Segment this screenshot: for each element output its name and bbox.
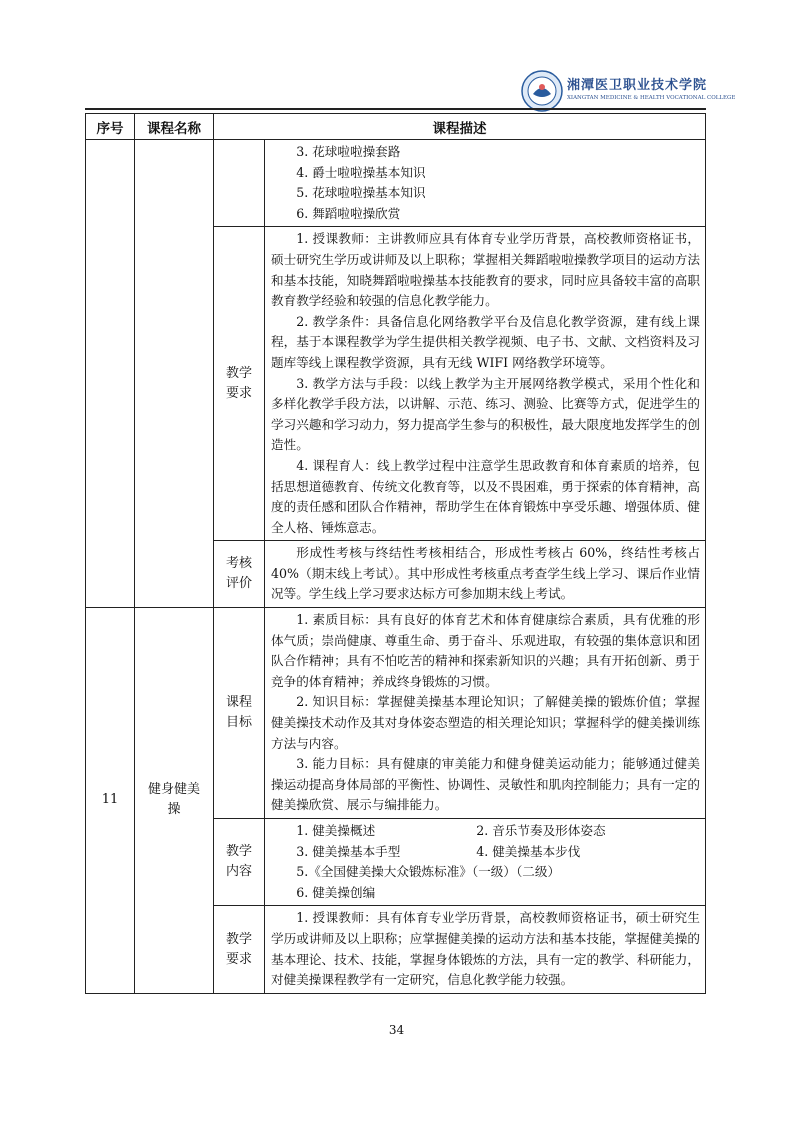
college-logo (521, 70, 563, 112)
school-name-block (567, 74, 735, 101)
list-item: 4. 爵士啦啦操基本知识 (296, 164, 426, 180)
list-item: 6. 舞蹈啦啦操欣赏 (296, 205, 401, 221)
header-rule (85, 108, 706, 110)
col-header-course-name: 课程名称 (135, 114, 214, 140)
prev-content-label-cell (214, 140, 265, 227)
table-row (86, 608, 706, 819)
list-item: 6. 健美操创编 (296, 884, 376, 900)
content-cell (265, 819, 706, 906)
table-row (86, 140, 706, 227)
goal-label: 课程目标 (214, 608, 265, 819)
prev-content-cell (265, 140, 706, 227)
paragraph: 4. 课程育人：线上教学过程中注意学生思政教育和体育素质的培养，包括思想道德教育、传统文化教育等，以及不畏困难，勇于探索的体育精神，高度的责任感和团队合作精神，帮助学生在体育锻炼中享受乐趣、增强体质、健全人格、锤炼意志。 (271, 457, 700, 535)
req-label: 教学要求 (214, 906, 265, 993)
prev-eval-label: 考核评价 (214, 541, 265, 608)
paragraph: 1. 授课教师：具有体育专业学历背景，高校教师资格证书，硕士研究生学历或讲师及以上职称；应掌握健美操的运动方法和基本技能，掌握健美操的基本理论、技术、技能，掌握身体锻炼的方法，具有一定的教学、科研能力，对健美操课程教学有一定研究，信息化教学能力较强。 (271, 910, 700, 988)
course-table (85, 113, 706, 994)
prev-req-cell (265, 227, 706, 541)
list-item: 2. 音乐节奏及形体姿态 (476, 823, 606, 838)
list-item: 5.《全国健美操大众锻炼标准》（一级）（二级） (296, 864, 561, 880)
school-name: 湘潭医卫职业技术学院 (567, 78, 708, 93)
goal-cell (265, 608, 706, 819)
prev-index-cell (86, 140, 135, 608)
col-header-description: 课程描述 (214, 114, 706, 140)
paragraph: 形成性考核与终结性考核相结合，形成性考核占 60%，终结性考核占 40%（期末线上考试）。其中形成性考核重点考查学生线上学习、课后作业情况等。学生线上学习要求达标方可参加期末线上考试。 (271, 545, 700, 602)
school-name-en: XIANGTAN MEDICINE & HEALTH VOCATIONAL COLLEGE (567, 95, 736, 101)
paragraph: 1. 授课教师：主讲教师应具有体育专业学历背景，高校教师资格证书，硕士研究生学历或讲师及以上职称；掌握相关舞蹈啦啦操教学项目的运动方法和基本技能，知晓舞蹈啦啦操基本技能教育的要求，同时应具备较丰富的高职教育教学经验和较强的信息化教学能力。 (271, 231, 700, 309)
course-name: 健身健美操 (135, 608, 214, 994)
content-row (271, 821, 700, 842)
paragraph: 2. 教学条件：具备信息化网络教学平台及信息化教学资源，建有线上课程，基于本课程教学为学生提供相关教学视频、电子书、文献、文档资料及习题库等线上课程教学资源，具有无线 WIFI 网络教学环境等。 (271, 313, 700, 370)
list-item: 3. 健美操基本手型 (296, 843, 401, 859)
paragraph: 3. 教学方法与手段：以线上教学为主开展网络教学模式，采用个性化和多样化教学手段方法，以讲解、示范、练习、测验、比赛等方式，促进学生的学习兴趣和学习动力，努力提高学生参与的积极性，最大限度地发挥学生的创造性。 (271, 375, 700, 453)
req-cell (265, 906, 706, 993)
col-header-index: 序号 (86, 114, 135, 140)
list-item: 4. 健美操基本步伐 (476, 843, 581, 859)
prev-eval-cell (265, 541, 706, 608)
content-row (271, 842, 700, 863)
paragraph: 2. 知识目标：掌握健美操基本理论知识；了解健美操的锻炼价值；掌握健美操技术动作及其对身体姿态塑造的相关理论知识；掌握科学的健美操训练方法与内容。 (271, 694, 700, 751)
table-header-row (86, 114, 706, 140)
paragraph: 3. 能力目标：具有健康的审美能力和健身健美运动能力；能够通过健美操运动提高身体局部的平衡性、协调性、灵敏性和肌肉控制能力；具有一定的健美操欣赏、展示与编排能力。 (271, 756, 700, 813)
prev-name-cell (135, 140, 214, 608)
content-label: 教学内容 (214, 819, 265, 906)
paragraph: 1. 素质目标：具有良好的体育艺术和体育健康综合素质，具有优雅的形体气质；崇尚健康、尊重生命、勇于奋斗、乐观进取，有较强的集体意识和团队合作精神；具有不怕吃苦的精神和探索新知识的兴趣；具有开拓创新、勇于竞争的体育精神；养成终身锻炼的习惯。 (271, 612, 700, 689)
page-number: 34 (388, 1023, 405, 1037)
course-index: 11 (86, 608, 135, 994)
prev-req-label: 教学要求 (214, 227, 265, 541)
list-item: 3. 花球啦啦操套路 (296, 144, 401, 159)
list-item: 1. 健美操概述 (296, 823, 376, 838)
list-item: 5. 花球啦啦操基本知识 (296, 185, 426, 201)
